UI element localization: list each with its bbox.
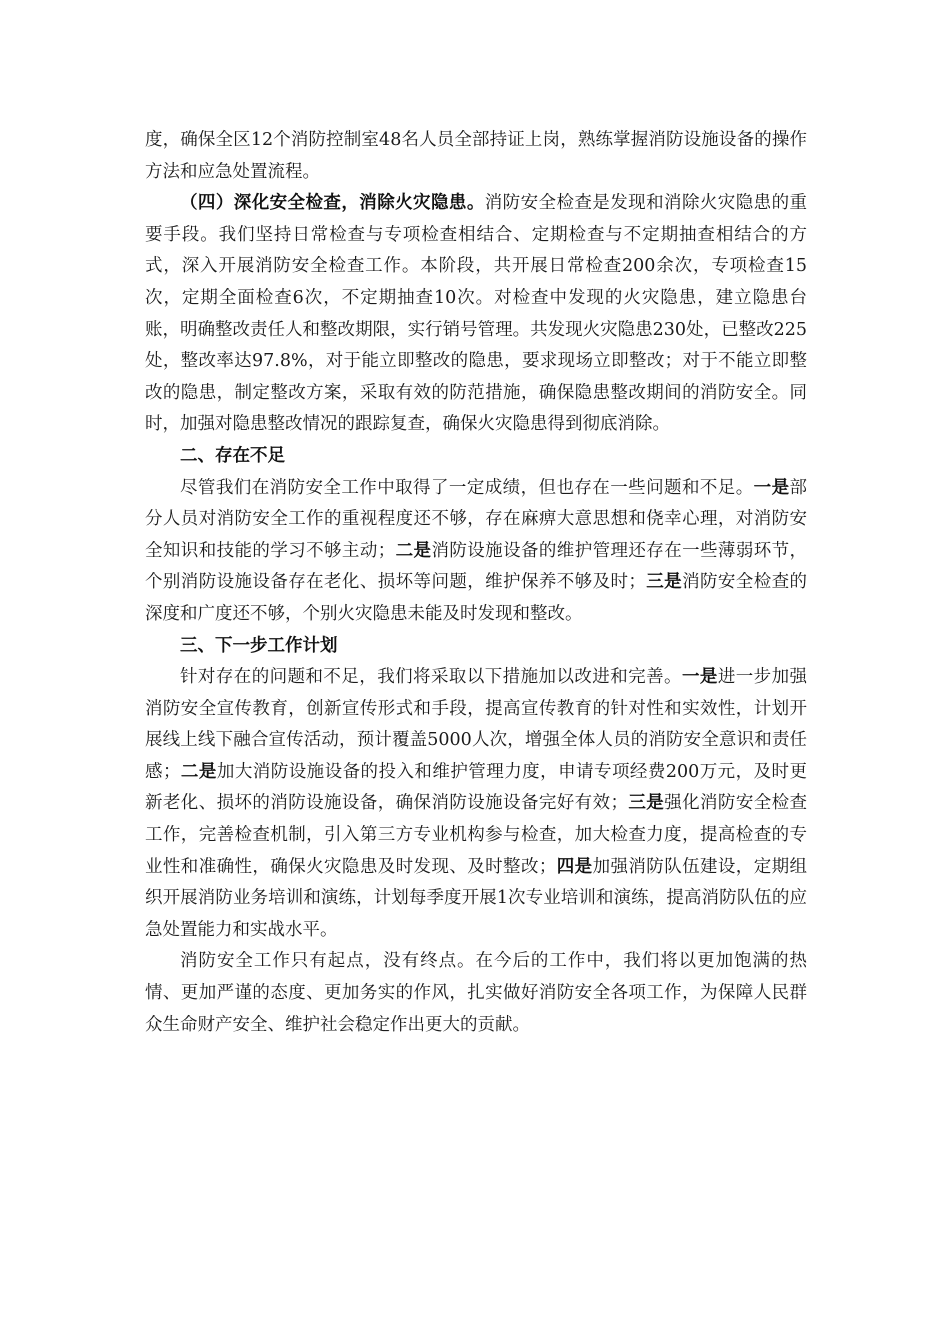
item-label: 三是 xyxy=(645,572,683,593)
item-label: 二是 xyxy=(180,761,217,782)
document-body xyxy=(145,125,807,1041)
paragraph-text: 消防安全工作只有起点，没有终点。在今后的工作中，我们将以更加饱满的热情、更加严谨的态度、更加务实的作风，扎实做好消防安全各项工作，为保障人民群众生命财产安全、维护社会稳定作出更大的贡献。 xyxy=(145,951,807,1035)
paragraph-text: 强化消防安全检查工作，完善检查机制，引入第三方专业机构参与检查，加大检查力度，提高检查的专业性和准确性，确保火灾隐患及时发现、及时整改； xyxy=(145,793,808,877)
paragraph-shortcomings xyxy=(145,473,807,631)
paragraph-text: 度，确保全区12个消防控制室48名人员全部持证上岗，熟练掌握消防设施设备的操作方法和应急处置流程。 xyxy=(145,130,807,182)
paragraph-text: 消防安全检查是发现和消除火灾隐患的重要手段。我们坚持日常检查与专项检查相结合、定期检查与不定期抽查相结合的方式，深入开展消防安全检查工作。本阶段，共开展日常检查200余次，专项检查15次，定期全面检查6次，不定期抽查10次。对检查中发现的火灾隐患，建立隐患台账，明确整改责任人和整改期限，实行销号管理。共发现火灾隐患230处，已整改225处，整改率达97.8%，对于能立即整改的隐患，要求现场立即整改；对于不能立即整改的隐患，制定整改方案，采取有效的防范措施，确保隐患整改期间的消防安全。同时，加强对隐患整改情况的跟踪复查，确保火灾隐患得到彻底消除。 xyxy=(145,193,807,435)
section-heading-next-steps: 三、下一步工作计划 xyxy=(180,635,338,656)
item-label: 一是 xyxy=(753,477,790,498)
paragraph-conclusion xyxy=(145,946,807,1041)
paragraph-text: 消防安全检查的深度和广度还不够，个别火灾隐患未能及时发现和整改。 xyxy=(145,572,808,624)
item-label: 三是 xyxy=(627,793,665,814)
paragraph-next-steps xyxy=(145,662,807,946)
paragraph-text: 进一步加强消防安全宣传教育，创新宣传形式和手段，提高宣传教育的针对性和实效性，计划开展线上线下融合宣传活动，预计覆盖5000人次，增强全体人员的消防安全意识和责任感； xyxy=(145,667,808,782)
paragraph-continuation xyxy=(145,125,807,188)
item-label: 一是 xyxy=(681,667,718,688)
paragraph-text: 针对存在的问题和不足，我们将采取以下措施加以改进和完善。 xyxy=(180,667,682,688)
section-heading-shortcomings: 二、存在不足 xyxy=(180,445,285,466)
item-label: 四是 xyxy=(556,856,593,877)
paragraph-text: 加大消防设施设备的投入和维护管理力度，申请专项经费200万元，及时更新老化、损坏的消防设施设备，确保消防设施设备完好有效； xyxy=(145,761,808,814)
paragraph-text: 尽管我们在消防安全工作中取得了一定成绩，但也存在一些问题和不足。 xyxy=(180,477,754,498)
item-label: 二是 xyxy=(395,540,432,561)
paragraph-text: 部分人员对消防安全工作的重视程度还不够，存在麻痹大意思想和侥幸心理，对消防安全知识和技能的学习不够主动； xyxy=(145,477,808,561)
paragraph-safety-inspection xyxy=(145,188,807,441)
paragraph-text: 加强消防队伍建设，定期组织开展消防业务培训和演练，计划每季度开展1次专业培训和演练，提高消防队伍的应急处置能力和实战水平。 xyxy=(145,856,808,940)
subsection-heading: （四）深化安全检查，消除火灾隐患。 xyxy=(180,193,485,214)
paragraph-text: 消防设施设备的维护管理还存在一些薄弱环节，个别消防设施设备存在老化、损坏等问题，维护保养不够及时； xyxy=(145,540,808,593)
